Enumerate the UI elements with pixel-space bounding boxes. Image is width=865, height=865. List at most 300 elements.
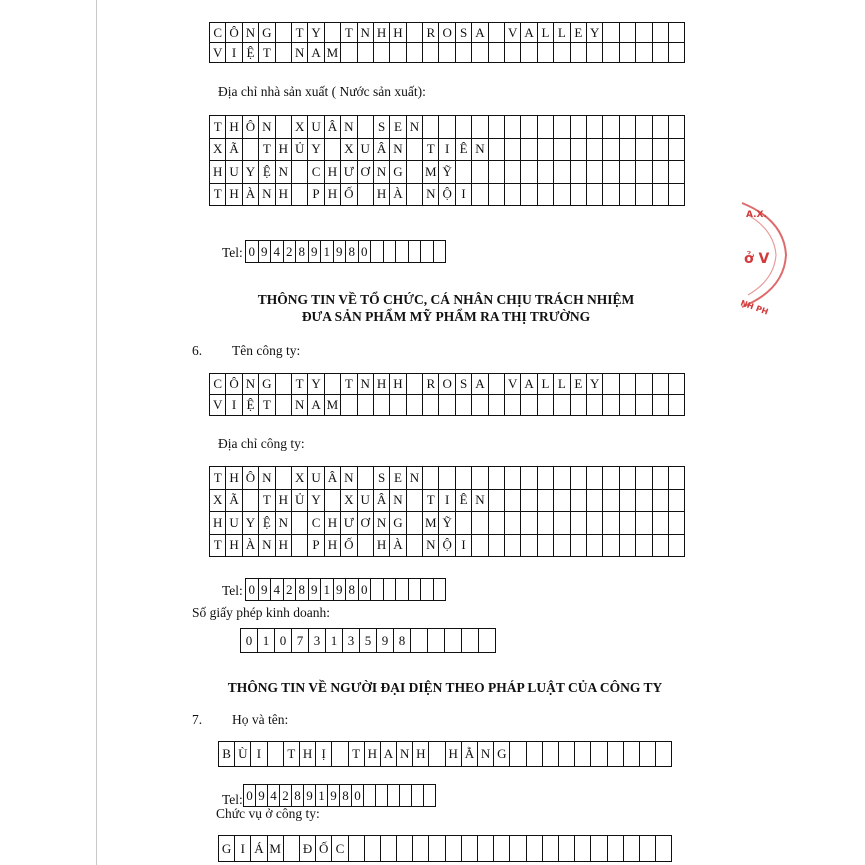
full-name-label: Họ và tên: (232, 712, 289, 727)
char-box (479, 629, 496, 653)
char-box (653, 374, 669, 395)
char-box (669, 512, 685, 535)
char-box (358, 395, 374, 416)
char-box (407, 161, 423, 184)
char-box (407, 43, 423, 63)
company-address-grid (209, 466, 685, 557)
char-box: H (300, 742, 316, 767)
grid-row (210, 116, 685, 139)
char-box: 3 (343, 629, 360, 653)
char-box (462, 836, 478, 862)
char-box: V (210, 43, 226, 63)
char-box: 1 (321, 579, 334, 601)
char-box (478, 836, 494, 862)
char-box: L (554, 23, 570, 43)
char-box: U (308, 116, 324, 139)
char-box (407, 184, 423, 207)
char-box: H (374, 535, 390, 558)
char-box: H (325, 512, 341, 535)
char-box (243, 490, 259, 513)
char-box: 4 (271, 241, 284, 263)
char-box (381, 836, 397, 862)
char-box (620, 374, 636, 395)
char-box: À (390, 184, 406, 207)
char-box: E (571, 23, 587, 43)
char-box: H (390, 374, 406, 395)
char-box (538, 139, 554, 162)
char-box (554, 139, 570, 162)
char-box: M (325, 43, 341, 63)
char-box (527, 742, 543, 767)
company-seal-stamp (728, 195, 798, 320)
grid-row (210, 161, 685, 184)
char-box: Ố (341, 535, 357, 558)
char-box (587, 395, 603, 416)
char-box: Â (374, 139, 390, 162)
char-box (472, 184, 488, 207)
char-box: Ê (456, 139, 472, 162)
char-box (390, 43, 406, 63)
section-7-number: 7. (192, 712, 203, 727)
char-box (587, 43, 603, 63)
char-box (489, 184, 505, 207)
char-box (505, 139, 521, 162)
char-box: 8 (346, 241, 359, 263)
grid-row (246, 241, 446, 263)
char-box: U (358, 490, 374, 513)
char-box: H (374, 374, 390, 395)
char-box (371, 579, 384, 601)
char-box: O (439, 374, 455, 395)
char-box (341, 395, 357, 416)
char-box (653, 116, 669, 139)
char-box (554, 512, 570, 535)
char-box (653, 490, 669, 513)
char-box: X (210, 139, 226, 162)
char-box (669, 395, 685, 416)
grid-row (210, 535, 685, 558)
grid-row (244, 785, 436, 807)
char-box (538, 395, 554, 416)
char-box: Y (308, 139, 324, 162)
char-box: G (259, 23, 275, 43)
char-box: Ệ (243, 43, 259, 63)
char-box (575, 836, 591, 862)
char-box: U (226, 512, 242, 535)
char-box: N (390, 490, 406, 513)
char-box (489, 467, 505, 490)
char-box (396, 241, 409, 263)
char-box (276, 374, 292, 395)
char-box: H (446, 742, 462, 767)
char-box: G (390, 161, 406, 184)
char-box: 4 (268, 785, 280, 807)
char-box (428, 629, 445, 653)
char-box (603, 161, 619, 184)
char-box: 8 (296, 241, 309, 263)
char-box: R (423, 374, 439, 395)
char-box: 2 (284, 241, 297, 263)
char-box: M (423, 512, 439, 535)
char-box: Đ (300, 836, 316, 862)
char-box (603, 512, 619, 535)
char-box (456, 395, 472, 416)
char-box (505, 161, 521, 184)
char-box: Â (325, 116, 341, 139)
char-box (603, 490, 619, 513)
char-box: 8 (340, 785, 352, 807)
char-box (371, 241, 384, 263)
char-box (521, 490, 537, 513)
char-box: H (374, 184, 390, 207)
char-box (472, 467, 488, 490)
char-box (276, 395, 292, 416)
char-box: N (292, 395, 308, 416)
char-box: U (226, 161, 242, 184)
char-box (445, 629, 462, 653)
char-box: H (226, 535, 242, 558)
char-box (292, 512, 308, 535)
char-box: Ư (341, 512, 357, 535)
char-box: M (325, 395, 341, 416)
char-box: H (226, 116, 242, 139)
char-box (412, 785, 424, 807)
char-box: 8 (296, 579, 309, 601)
char-box (400, 785, 412, 807)
grid-row (241, 629, 496, 653)
responsible-heading-line2: ĐƯA SẢN PHẨM MỸ PHẨM RA THỊ TRƯỜNG (301, 309, 591, 324)
char-box (358, 116, 374, 139)
char-box (656, 742, 672, 767)
char-box: 4 (271, 579, 284, 601)
char-box (489, 139, 505, 162)
char-box: H (226, 184, 242, 207)
char-box: Ã (226, 490, 242, 513)
char-box: A (521, 374, 537, 395)
char-box (276, 23, 292, 43)
char-box: 9 (377, 629, 394, 653)
char-box (554, 184, 570, 207)
char-box: 0 (359, 241, 372, 263)
char-box (554, 467, 570, 490)
char-box: N (358, 23, 374, 43)
char-box: N (243, 23, 259, 43)
char-box (587, 184, 603, 207)
char-box (620, 43, 636, 63)
char-box (472, 395, 488, 416)
char-box (384, 579, 397, 601)
char-box (505, 535, 521, 558)
char-box (429, 742, 445, 767)
svg-text:A.X.: A.X. (746, 210, 767, 220)
char-box: 3 (309, 629, 326, 653)
char-box (325, 23, 341, 43)
char-box: L (538, 23, 554, 43)
char-box (409, 241, 422, 263)
char-box (620, 161, 636, 184)
char-box (669, 467, 685, 490)
char-box: X (341, 139, 357, 162)
char-box: N (472, 139, 488, 162)
char-box: H (374, 23, 390, 43)
char-box (411, 629, 428, 653)
company-name-grid (209, 373, 685, 416)
char-box: 0 (352, 785, 364, 807)
char-box (620, 184, 636, 207)
char-box (376, 785, 388, 807)
char-box: 8 (292, 785, 304, 807)
char-box (538, 467, 554, 490)
legal-representative-heading: THÔNG TIN VỀ NGƯỜI ĐẠI DIỆN THEO PHÁP LUẬT CỦA CÔNG TY (227, 680, 663, 695)
char-box: 1 (258, 629, 275, 653)
char-box (472, 43, 488, 63)
char-box (538, 116, 554, 139)
char-box (669, 535, 685, 558)
char-box: C (210, 23, 226, 43)
char-box (587, 535, 603, 558)
char-box (456, 161, 472, 184)
char-box: V (505, 374, 521, 395)
grid-row (210, 395, 685, 416)
char-box (292, 535, 308, 558)
char-box (636, 512, 652, 535)
char-box (603, 184, 619, 207)
char-box (653, 139, 669, 162)
char-box: 9 (256, 785, 268, 807)
char-box: 9 (334, 579, 347, 601)
grid-row (210, 23, 685, 43)
char-box: N (243, 374, 259, 395)
char-box (575, 742, 591, 767)
char-box: C (308, 161, 324, 184)
char-box (456, 116, 472, 139)
char-box (489, 512, 505, 535)
char-box (620, 395, 636, 416)
char-box (521, 116, 537, 139)
char-box (603, 43, 619, 63)
char-box (554, 43, 570, 63)
char-box: H (276, 490, 292, 513)
char-box (653, 184, 669, 207)
char-box (669, 139, 685, 162)
char-box (521, 139, 537, 162)
char-box (489, 535, 505, 558)
grid-row (210, 467, 685, 490)
char-box: H (325, 535, 341, 558)
grid-row (210, 43, 685, 63)
char-box: T (210, 184, 226, 207)
char-box (494, 836, 510, 862)
char-box: O (439, 23, 455, 43)
char-box (653, 535, 669, 558)
char-box: I (456, 535, 472, 558)
char-box: 0 (241, 629, 258, 653)
char-box: X (292, 116, 308, 139)
char-box: 9 (334, 241, 347, 263)
char-box: A (381, 742, 397, 767)
char-box (325, 490, 341, 513)
char-box: B (219, 742, 235, 767)
grid-row (210, 184, 685, 207)
char-box (636, 161, 652, 184)
char-box (656, 836, 672, 862)
char-box: N (407, 116, 423, 139)
char-box: H (276, 139, 292, 162)
char-box (603, 535, 619, 558)
char-box: À (243, 535, 259, 558)
char-box (608, 742, 624, 767)
char-box (636, 395, 652, 416)
char-box (653, 467, 669, 490)
char-box: E (390, 116, 406, 139)
char-box: G (494, 742, 510, 767)
char-box: L (538, 374, 554, 395)
char-box: Y (243, 512, 259, 535)
char-box (292, 184, 308, 207)
char-box (636, 116, 652, 139)
char-box: N (292, 43, 308, 63)
char-box (358, 184, 374, 207)
char-box (276, 467, 292, 490)
char-box: G (219, 836, 235, 862)
char-box (620, 116, 636, 139)
char-box (571, 490, 587, 513)
char-box: N (423, 535, 439, 558)
char-box: H (413, 742, 429, 767)
char-box: N (259, 184, 275, 207)
char-box: 0 (359, 579, 372, 601)
char-box: E (390, 467, 406, 490)
char-box (571, 43, 587, 63)
char-box: Â (325, 467, 341, 490)
char-box: U (358, 139, 374, 162)
char-box (456, 467, 472, 490)
char-box: T (349, 742, 365, 767)
char-box (543, 742, 559, 767)
responsible-heading-line1: THÔNG TIN VỀ TỔ CHỨC, CÁ NHÂN CHỊU TRÁCH NHIỆM (257, 292, 635, 307)
business-license-grid (240, 628, 496, 653)
char-box: E (571, 374, 587, 395)
char-box: 0 (244, 785, 256, 807)
char-box (653, 395, 669, 416)
char-box: H (210, 161, 226, 184)
char-box (571, 161, 587, 184)
char-box: N (276, 161, 292, 184)
char-box (571, 467, 587, 490)
char-box (409, 579, 422, 601)
char-box (669, 23, 685, 43)
char-box (521, 512, 537, 535)
char-box (349, 836, 365, 862)
char-box: Ã (226, 139, 242, 162)
char-box (332, 742, 348, 767)
char-box (364, 785, 376, 807)
tel-grid-representative (243, 784, 436, 807)
char-box: Y (587, 23, 603, 43)
grid-row (219, 836, 672, 862)
char-box: T (292, 374, 308, 395)
char-box: Ô (243, 467, 259, 490)
char-box (603, 116, 619, 139)
char-box: N (259, 116, 275, 139)
char-box: Ỹ (439, 512, 455, 535)
company-name-grid-top (209, 22, 685, 63)
char-box (390, 395, 406, 416)
char-box (653, 43, 669, 63)
char-box (505, 512, 521, 535)
char-box: V (505, 23, 521, 43)
char-box: À (390, 535, 406, 558)
char-box (603, 23, 619, 43)
char-box: I (226, 43, 242, 63)
char-box (554, 161, 570, 184)
char-box (521, 161, 537, 184)
char-box (434, 579, 447, 601)
char-box: T (284, 742, 300, 767)
char-box (559, 742, 575, 767)
char-box (521, 535, 537, 558)
char-box (505, 395, 521, 416)
char-box (636, 23, 652, 43)
char-box (571, 139, 587, 162)
char-box (424, 785, 436, 807)
char-box (636, 184, 652, 207)
char-box: A (521, 23, 537, 43)
char-box (554, 395, 570, 416)
char-box (292, 161, 308, 184)
char-box: Â (374, 490, 390, 513)
char-box: 0 (246, 241, 259, 263)
char-box: H (325, 184, 341, 207)
tel-grid-company (245, 578, 446, 601)
char-box (472, 161, 488, 184)
char-box: C (210, 374, 226, 395)
char-box: A (308, 43, 324, 63)
char-box: Y (308, 490, 324, 513)
char-box: P (308, 535, 324, 558)
char-box: H (226, 467, 242, 490)
char-box (374, 395, 390, 416)
char-box: Ù (235, 742, 251, 767)
char-box (591, 836, 607, 862)
char-box: S (374, 467, 390, 490)
char-box (587, 116, 603, 139)
char-box (489, 161, 505, 184)
grid-row (210, 490, 685, 513)
char-box: T (292, 23, 308, 43)
char-box (388, 785, 400, 807)
char-box: Ố (316, 836, 332, 862)
char-box: 9 (328, 785, 340, 807)
char-box (462, 629, 479, 653)
char-box (407, 490, 423, 513)
char-box: 9 (309, 241, 322, 263)
char-box: N (341, 116, 357, 139)
char-box: N (407, 467, 423, 490)
char-box: T (210, 535, 226, 558)
char-box: I (456, 184, 472, 207)
char-box (472, 116, 488, 139)
char-box: 2 (280, 785, 292, 807)
char-box (620, 512, 636, 535)
char-box: I (251, 742, 267, 767)
char-box (489, 490, 505, 513)
char-box: Ỹ (439, 161, 455, 184)
char-box (620, 535, 636, 558)
char-box (421, 241, 434, 263)
char-box: 0 (275, 629, 292, 653)
char-box (407, 139, 423, 162)
